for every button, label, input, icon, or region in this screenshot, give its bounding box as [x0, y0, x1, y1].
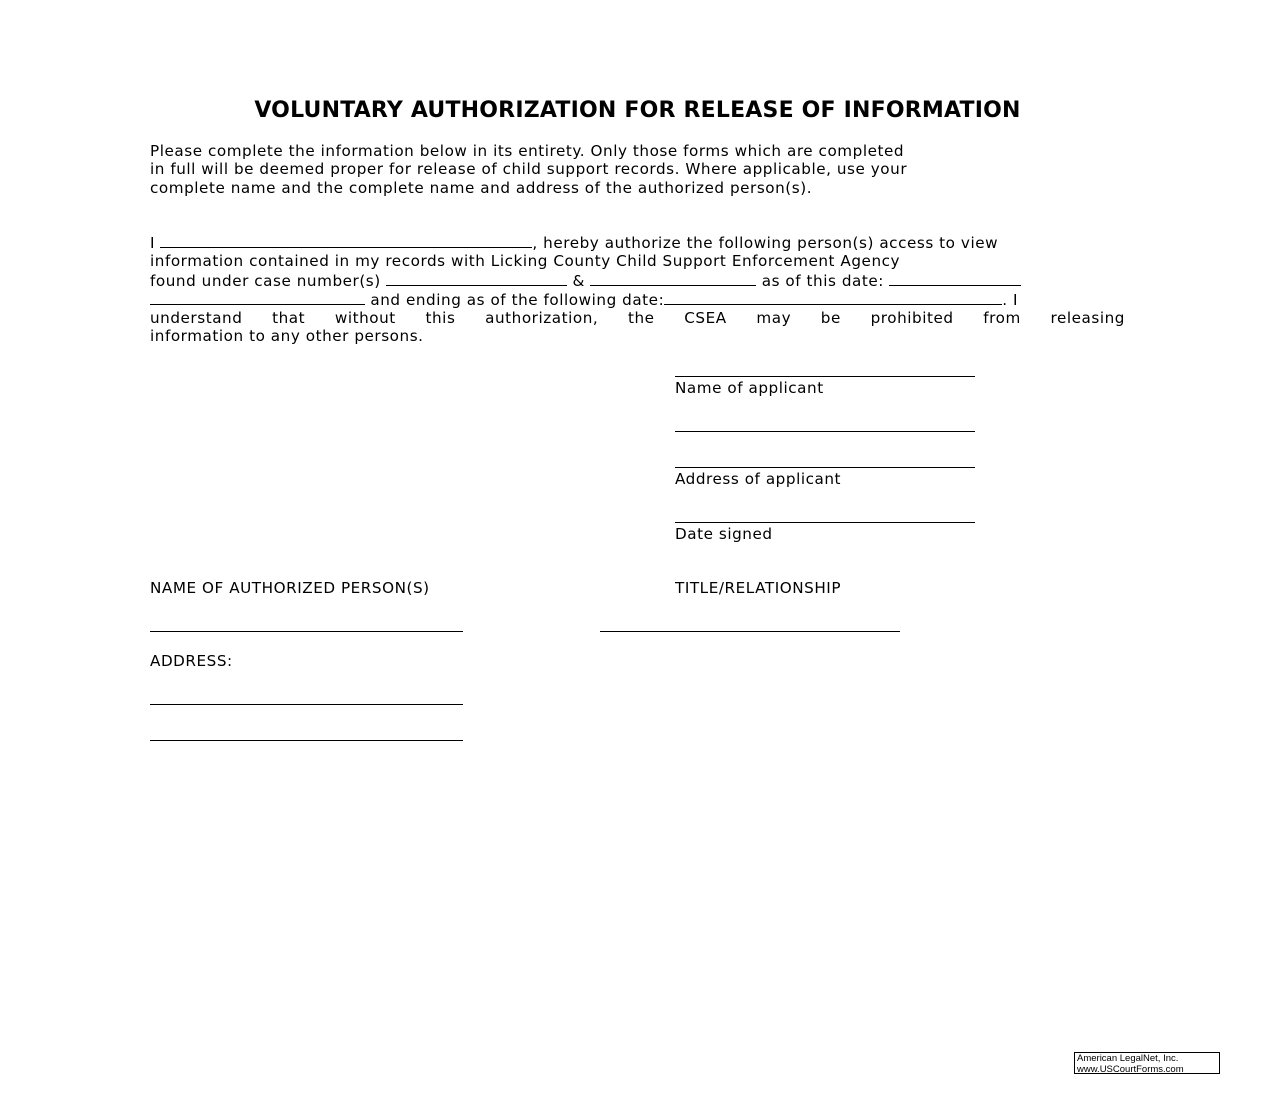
authorization-line-1 — [150, 233, 1125, 252]
publisher-footer — [1074, 1052, 1220, 1074]
authorized-person-header: NAME OF AUTHORIZED PERSON(S) — [150, 579, 430, 597]
authorization-line-3 — [150, 271, 1125, 290]
title-relationship-header: TITLE/RELATIONSHIP — [675, 579, 842, 597]
authorization-prefix: I — [150, 234, 156, 252]
form-title: VOLUNTARY AUTHORIZATION FOR RELEASE OF INFORMATION — [254, 98, 1021, 123]
authorization-paragraph — [150, 233, 1125, 346]
instructions-paragraph — [150, 142, 1125, 197]
authorized-address-label: ADDRESS: — [150, 652, 233, 670]
authorization-line-5: understand that without this authorization, the CSEA may be prohibited from releasing — [150, 309, 1125, 328]
applicant-name-line[interactable] — [675, 376, 975, 377]
case-number-ampersand: & — [572, 271, 585, 290]
authorized-address-line-2[interactable] — [150, 740, 463, 741]
publisher-name: American LegalNet, Inc. — [1077, 1053, 1179, 1064]
end-date-label: and ending as of the following date: — [370, 290, 665, 309]
authorized-address-line-1[interactable] — [150, 704, 463, 705]
applicant-address-line-1[interactable] — [675, 431, 975, 432]
applicant-name-blank[interactable] — [160, 233, 532, 248]
instructions-line-1: Please complete the information below in its entirety. Only those forms which are completed — [150, 142, 905, 160]
authorized-person-name-line[interactable] — [150, 631, 463, 632]
instructions-line-3: complete name and the complete name and address of the authorized person(s). — [150, 178, 813, 197]
date-signed-line[interactable] — [675, 522, 975, 523]
case-number-blank-2[interactable] — [590, 271, 756, 286]
title-relationship-line[interactable] — [600, 631, 900, 632]
start-date-blank-2[interactable] — [150, 290, 365, 305]
start-date-label: as of this date: — [761, 271, 884, 290]
authorization-line-4 — [150, 290, 1125, 309]
publisher-website: www.USCourtForms.com — [1077, 1063, 1184, 1075]
authorization-line-1-text: , hereby authorize the following person(s) access to view — [532, 234, 999, 252]
authorization-line-6: information to any other persons. — [150, 327, 424, 346]
date-signed-label: Date signed — [675, 525, 773, 543]
authorization-line-4-end: . I — [1002, 290, 1019, 309]
authorization-line-2: information contained in my records with Licking County Child Support Enforcement Agency — [150, 252, 901, 271]
applicant-address-label: Address of applicant — [675, 470, 842, 488]
start-date-blank-1[interactable] — [889, 271, 1021, 286]
applicant-name-label: Name of applicant — [675, 379, 824, 397]
applicant-address-line-2[interactable] — [675, 467, 975, 468]
instructions-line-2: in full will be deemed proper for release of child support records. Where applicable, use your — [150, 160, 908, 179]
end-date-blank[interactable] — [664, 290, 1002, 305]
case-number-label: found under case number(s) — [150, 271, 381, 290]
case-number-blank-1[interactable] — [386, 271, 567, 286]
